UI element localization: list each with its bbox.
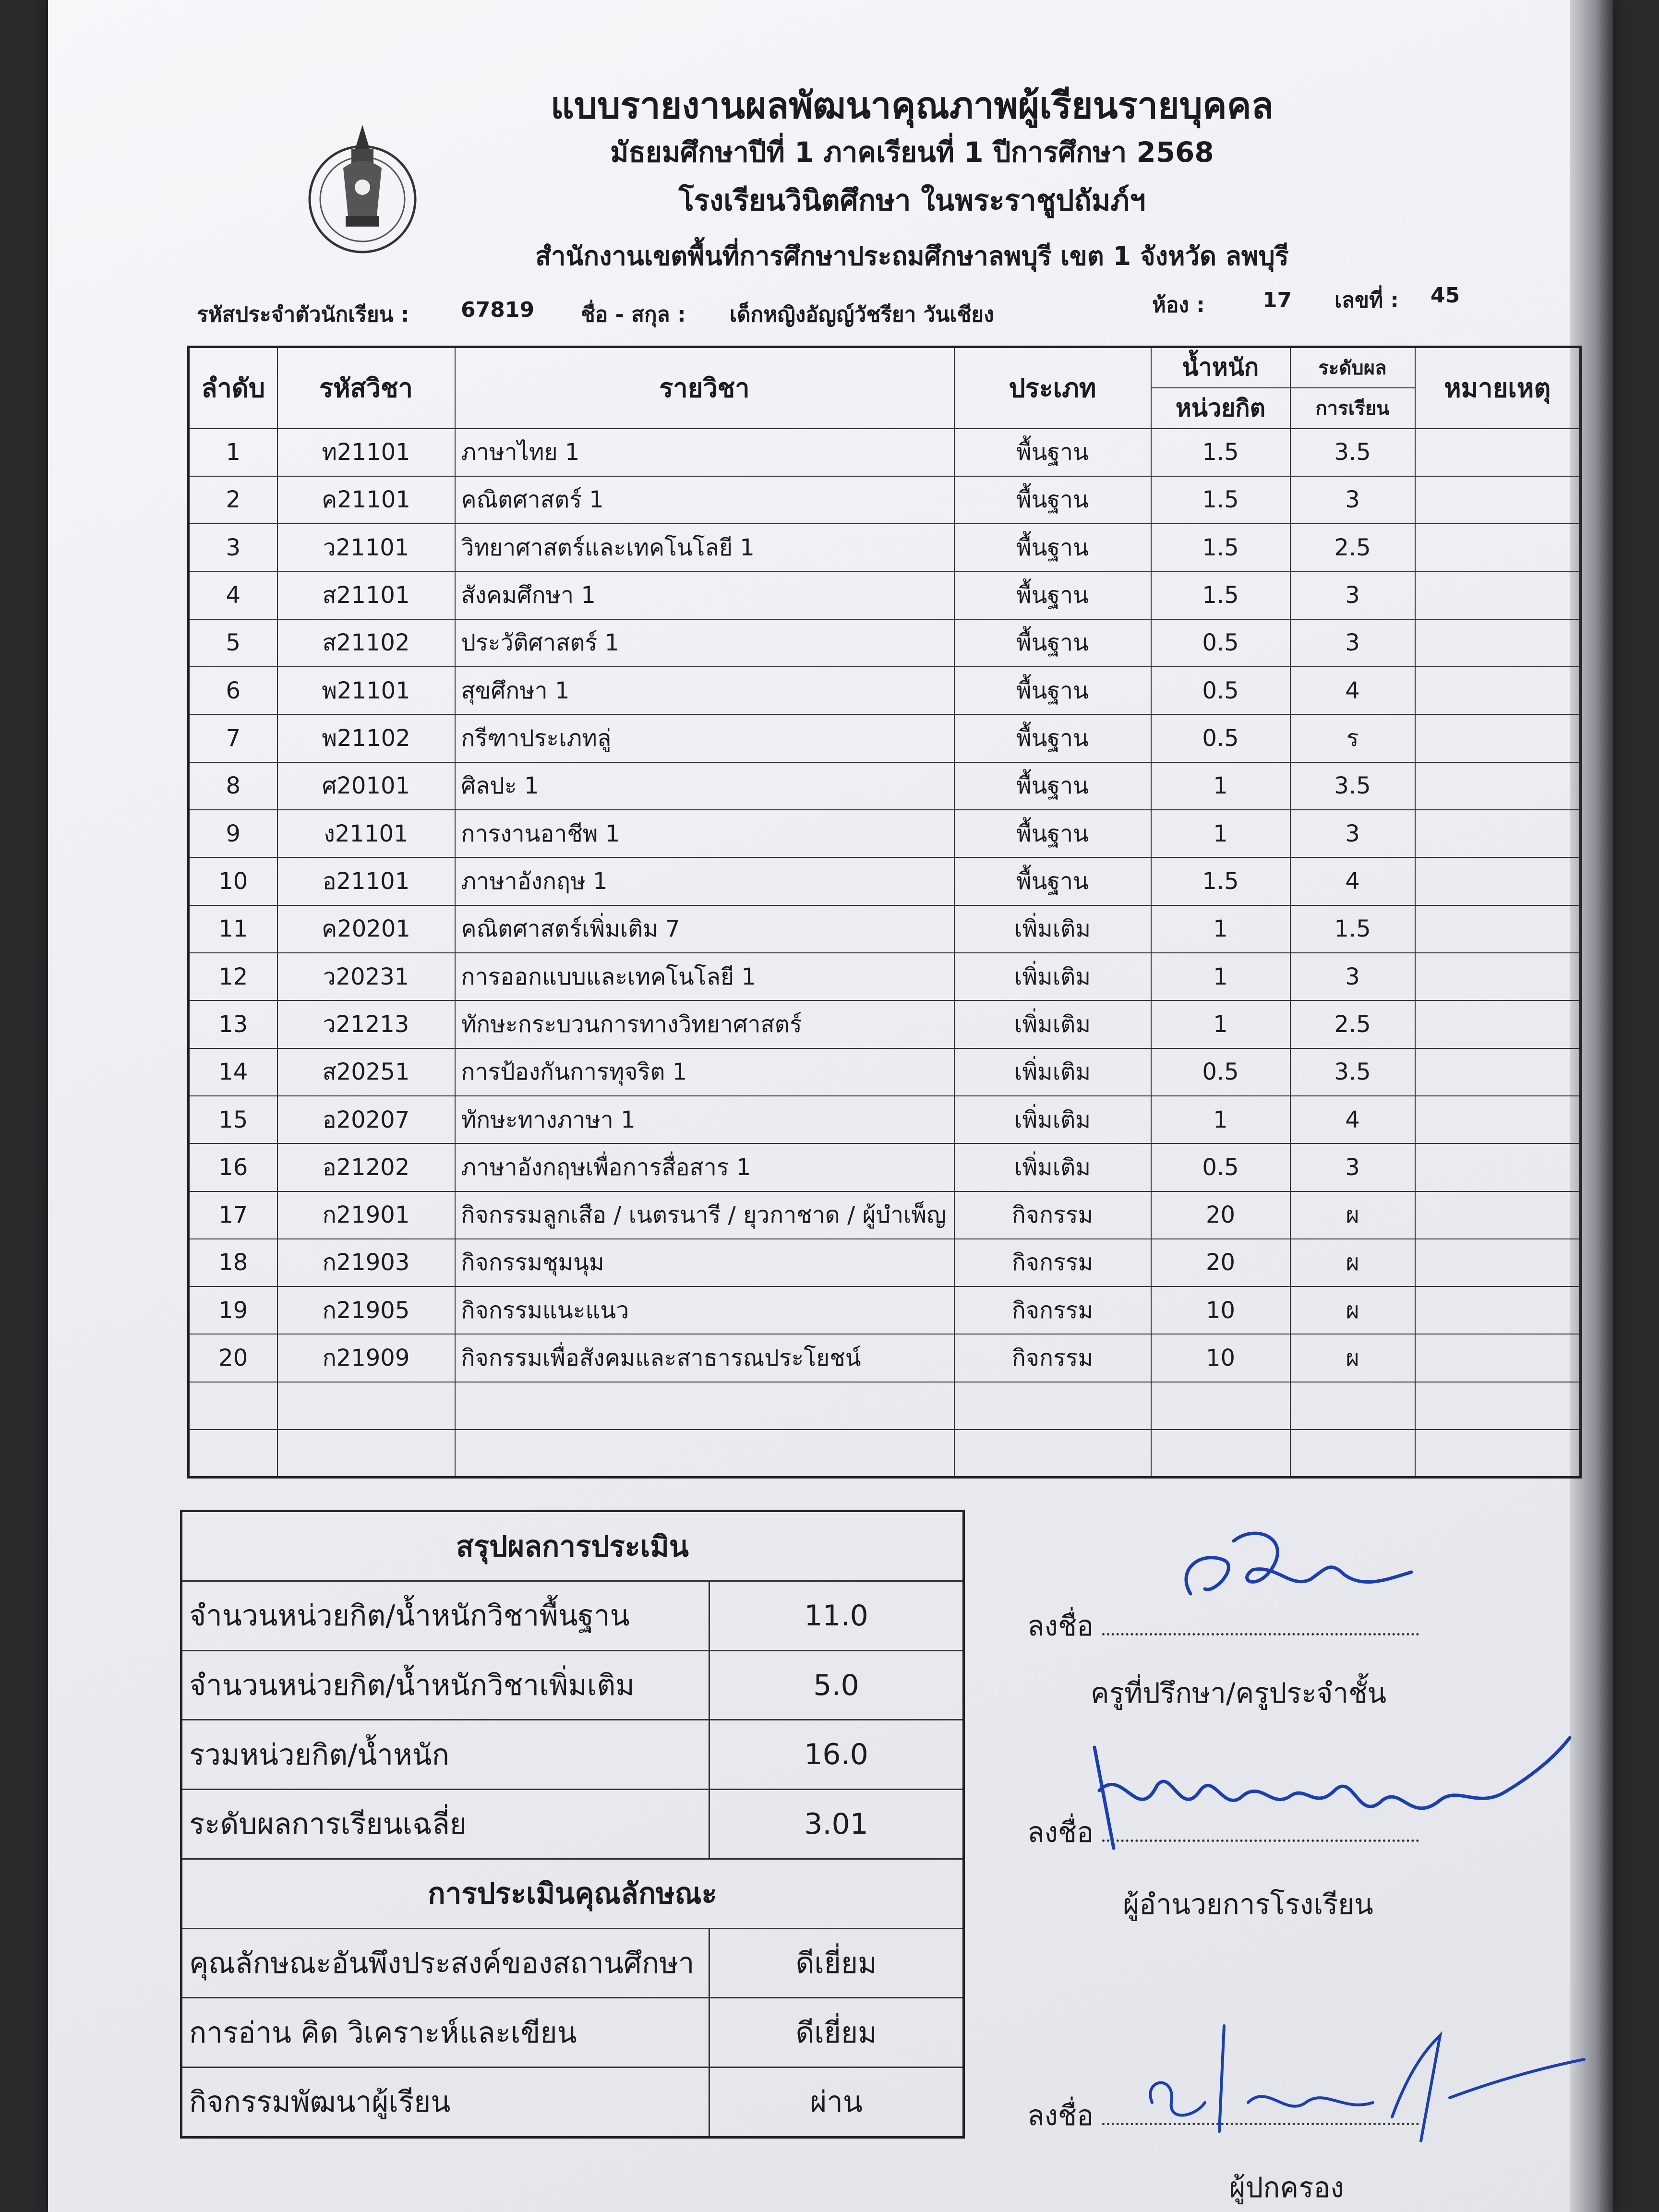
subject-code: อ21101 (277, 857, 455, 905)
subject-code: ศ20101 (277, 762, 455, 810)
subject-name: ภาษาอังกฤษ 1 (455, 857, 954, 905)
subject-type: พื้นฐาน (954, 571, 1151, 619)
col-header-type: ประเภท (954, 347, 1151, 429)
student-id-label: รหัสประจำตัวนักเรียน : (197, 302, 409, 327)
summary-row-label: รวมหน่วยกิต/น้ำหนัก (181, 1720, 709, 1790)
report-page (48, 0, 1613, 2212)
remark-cell (1415, 1334, 1581, 1382)
table-row (189, 1096, 1581, 1143)
subject-name: ภาษาไทย 1 (455, 429, 954, 476)
subject-code: ส21101 (277, 571, 455, 619)
seat-number-label: เลขที่ : (1334, 288, 1399, 313)
table-row (189, 1143, 1581, 1191)
remark-cell (1415, 524, 1581, 571)
subject-type: พื้นฐาน (954, 476, 1151, 524)
table-row (189, 571, 1581, 619)
remark-cell (1415, 714, 1581, 762)
subject-name: วิทยาศาสตร์และเทคโนโลยี 1 (455, 524, 954, 571)
subject-type: กิจกรรม (954, 1286, 1151, 1334)
table-row (189, 1191, 1581, 1239)
row-number: 18 (189, 1239, 277, 1286)
credit-value: 1.5 (1151, 857, 1290, 905)
grade-value: 3 (1290, 476, 1415, 524)
subject-name: ประวัติศาสตร์ 1 (455, 619, 954, 667)
subject-code: ค21101 (277, 476, 455, 524)
table-row (189, 905, 1581, 953)
table-row (189, 1334, 1581, 1382)
table-row (189, 1000, 1581, 1048)
report-term: มัธยมศึกษาปีที่ 1 ภาคเรียนที่ 1 ปีการศึกษา 2568 (610, 136, 1214, 168)
characteristics-row-label: คุณลักษณะอันพึงประสงค์ของสถานศึกษา (181, 1928, 709, 1998)
remark-cell (1415, 1191, 1581, 1239)
credit-value: 10 (1151, 1334, 1290, 1382)
grade-value: 3 (1290, 619, 1415, 667)
teacher-role: ครูที่ปรึกษา/ครูประจำชั้น (1090, 1677, 1387, 1709)
subject-type: พื้นฐาน (954, 619, 1151, 667)
assessment-summary-table (180, 1510, 965, 2139)
grades-body (189, 429, 1581, 1478)
subject-code: อ20207 (277, 1096, 455, 1143)
characteristics-row (181, 2067, 964, 2137)
remark-cell (1415, 429, 1581, 476)
subject-code: ท21101 (277, 429, 455, 476)
remark-cell (1415, 1000, 1581, 1048)
subject-code: ค20201 (277, 905, 455, 953)
subject-code: พ21101 (277, 667, 455, 714)
credit-value: 1.5 (1151, 429, 1290, 476)
subject-code: ก21901 (277, 1191, 455, 1239)
row-number: 4 (189, 571, 277, 619)
col-header-code: รหัสวิชา (277, 347, 455, 429)
subject-code: ก21909 (277, 1334, 455, 1382)
row-number: 1 (189, 429, 277, 476)
empty-row (189, 1382, 1581, 1430)
subject-type: พื้นฐาน (954, 524, 1151, 571)
director-sign-label: ลงชื่อ (1027, 1816, 1094, 1849)
subject-type: พื้นฐาน (954, 667, 1151, 714)
report-title: แบบรายงานผลพัฒนาคุณภาพผู้เรียนรายบุคคล (550, 84, 1274, 127)
director-role: ผู้อำนวยการโรงเรียน (1123, 1888, 1373, 1921)
table-row (189, 1286, 1581, 1334)
subject-type: เพิ่มเติม (954, 905, 1151, 953)
subject-code: ก21905 (277, 1286, 455, 1334)
education-office: สำนักงานเขตพื้นที่การศึกษาประถมศึกษาลพบุรี เขต 1 จังหวัด ลพบุรี (535, 241, 1289, 271)
remark-cell (1415, 476, 1581, 524)
subject-name: กิจกรรมชุมนุม (455, 1239, 954, 1286)
row-number: 10 (189, 857, 277, 905)
remark-cell (1415, 762, 1581, 810)
subject-type: เพิ่มเติม (954, 1096, 1151, 1143)
parent-role: ผู้ปกครอง (1229, 2171, 1344, 2204)
grade-value: ร (1290, 714, 1415, 762)
subject-type: พื้นฐาน (954, 429, 1151, 476)
characteristics-row-value: ดีเยี่ยม (709, 1998, 964, 2068)
grade-value: 4 (1290, 857, 1415, 905)
empty-row (189, 1430, 1581, 1477)
subject-type: กิจกรรม (954, 1191, 1151, 1239)
subject-name: การป้องกันการทุจริต 1 (455, 1048, 954, 1096)
subject-type: พื้นฐาน (954, 714, 1151, 762)
subject-name: การออกแบบและเทคโนโลยี 1 (455, 953, 954, 1000)
summary-body (181, 1511, 964, 2138)
school-name: โรงเรียนวินิตศึกษา ในพระราชูปถัมภ์ฯ (678, 184, 1146, 217)
row-number: 16 (189, 1143, 277, 1191)
grade-value: ผ (1290, 1334, 1415, 1382)
row-number: 9 (189, 810, 277, 857)
subject-name: สังคมศึกษา 1 (455, 571, 954, 619)
subject-type: เพิ่มเติม (954, 1143, 1151, 1191)
grade-value: 3 (1290, 953, 1415, 1000)
table-row (189, 476, 1581, 524)
grade-value: ผ (1290, 1239, 1415, 1286)
characteristics-row-label: การอ่าน คิด วิเคราะห์และเขียน (181, 1998, 709, 2068)
credit-value: 0.5 (1151, 667, 1290, 714)
row-number: 6 (189, 667, 277, 714)
remark-cell (1415, 571, 1581, 619)
credit-value: 10 (1151, 1286, 1290, 1334)
credit-value: 1 (1151, 810, 1290, 857)
col-header-no: ลำดับ (189, 347, 277, 429)
subject-type: เพิ่มเติม (954, 1000, 1151, 1048)
subject-name: ทักษะทางภาษา 1 (455, 1096, 954, 1143)
room-label: ห้อง : (1152, 293, 1205, 317)
grade-value: 3.5 (1290, 429, 1415, 476)
row-number: 12 (189, 953, 277, 1000)
col-header-weight: น้ำหนัก (1151, 347, 1290, 388)
grade-value: ผ (1290, 1191, 1415, 1239)
grade-value: 3 (1290, 810, 1415, 857)
summary-row (181, 1720, 964, 1790)
summary-row-label: จำนวนหน่วยกิต/น้ำหนักวิชาเพิ่มเติม (181, 1650, 709, 1720)
remark-cell (1415, 953, 1581, 1000)
credit-value: 0.5 (1151, 1048, 1290, 1096)
credit-value: 1.5 (1151, 524, 1290, 571)
credit-value: 1 (1151, 762, 1290, 810)
remark-cell (1415, 1239, 1581, 1286)
subject-type: พื้นฐาน (954, 857, 1151, 905)
col-header-grade-top: ระดับผล (1290, 347, 1415, 388)
subject-name: การงานอาชีพ 1 (455, 810, 954, 857)
table-row (189, 714, 1581, 762)
grade-value: 1.5 (1290, 905, 1415, 953)
subject-code: ว20231 (277, 953, 455, 1000)
credit-value: 1.5 (1151, 476, 1290, 524)
row-number: 14 (189, 1048, 277, 1096)
remark-cell (1415, 905, 1581, 953)
credit-value: 1 (1151, 953, 1290, 1000)
remark-cell (1415, 619, 1581, 667)
credit-value: 20 (1151, 1239, 1290, 1286)
remark-cell (1415, 1286, 1581, 1334)
subject-name: กิจกรรมลูกเสือ / เนตรนารี / ยุวกาชาด / ผู้บำเพ็ญ (455, 1191, 954, 1239)
teacher-signature (1171, 1522, 1421, 1627)
credit-value: 0.5 (1151, 714, 1290, 762)
credit-value: 0.5 (1151, 619, 1290, 667)
subject-name: คณิตศาสตร์เพิ่มเติม 7 (455, 905, 954, 953)
credit-value: 1 (1151, 1096, 1290, 1143)
characteristics-row-value: ดีเยี่ยม (709, 1928, 964, 1998)
credit-value: 1 (1151, 905, 1290, 953)
summary-row (181, 1650, 964, 1720)
summary-row-value: 5.0 (709, 1650, 964, 1720)
col-header-grade-bottom: การเรียน (1290, 388, 1415, 429)
table-row (189, 857, 1581, 905)
subject-type: พื้นฐาน (954, 810, 1151, 857)
seat-number: 45 (1431, 283, 1460, 308)
credit-value: 20 (1151, 1191, 1290, 1239)
remark-cell (1415, 1143, 1581, 1191)
table-row (189, 1048, 1581, 1096)
grade-value: 3 (1290, 1143, 1415, 1191)
summary-row-value: 3.01 (709, 1790, 964, 1859)
grade-value: 3 (1290, 571, 1415, 619)
summary-row-label: จำนวนหน่วยกิต/น้ำหนักวิชาพื้นฐาน (181, 1581, 709, 1651)
table-row (189, 953, 1581, 1000)
row-number: 7 (189, 714, 277, 762)
subject-name: ภาษาอังกฤษเพื่อการสื่อสาร 1 (455, 1143, 954, 1191)
director-signature (1046, 1728, 1575, 1863)
col-header-subject: รายวิชา (455, 347, 954, 429)
subject-code: ว21101 (277, 524, 455, 571)
credit-value: 1 (1151, 1000, 1290, 1048)
subject-code: ส20251 (277, 1048, 455, 1096)
subject-code: ว21213 (277, 1000, 455, 1048)
table-row (189, 429, 1581, 476)
row-number: 20 (189, 1334, 277, 1382)
subject-type: กิจกรรม (954, 1334, 1151, 1382)
characteristics-row-label: กิจกรรมพัฒนาผู้เรียน (181, 2067, 709, 2137)
grade-value: 4 (1290, 1096, 1415, 1143)
grade-value: 3.5 (1290, 1048, 1415, 1096)
subject-type: พื้นฐาน (954, 762, 1151, 810)
grade-value: 2.5 (1290, 1000, 1415, 1048)
characteristics-row (181, 1928, 964, 1998)
characteristics-row-value: ผ่าน (709, 2067, 964, 2137)
characteristics-row (181, 1998, 964, 2068)
grade-value: 2.5 (1290, 524, 1415, 571)
remark-cell (1415, 857, 1581, 905)
subject-code: ง21101 (277, 810, 455, 857)
table-row (189, 619, 1581, 667)
subject-type: เพิ่มเติม (954, 953, 1151, 1000)
summary-title: สรุปผลการประเมิน (181, 1511, 964, 1581)
col-header-credit: หน่วยกิต (1151, 388, 1290, 429)
characteristics-title: การประเมินคุณลักษณะ (181, 1859, 964, 1928)
parent-signature (1123, 2007, 1594, 2151)
row-number: 5 (189, 619, 277, 667)
summary-row-value: 16.0 (709, 1720, 964, 1790)
subject-name: ทักษะกระบวนการทางวิทยาศาสตร์ (455, 1000, 954, 1048)
row-number: 11 (189, 905, 277, 953)
student-name: เด็กหญิงอัญญ์วัชรียา วันเชียง (730, 302, 994, 327)
subject-name: กิจกรรมแนะแนว (455, 1286, 954, 1334)
parent-sign-label: ลงชื่อ (1027, 2099, 1094, 2132)
grade-value: ผ (1290, 1286, 1415, 1334)
remark-cell (1415, 667, 1581, 714)
credit-value: 1.5 (1151, 571, 1290, 619)
subject-type: เพิ่มเติม (954, 1048, 1151, 1096)
table-row (189, 524, 1581, 571)
summary-row (181, 1581, 964, 1651)
subject-code: ก21903 (277, 1239, 455, 1286)
credit-value: 0.5 (1151, 1143, 1290, 1191)
row-number: 2 (189, 476, 277, 524)
subject-name: ศิลปะ 1 (455, 762, 954, 810)
grades-table (187, 346, 1582, 1479)
subject-name: สุขศึกษา 1 (455, 667, 954, 714)
subject-name: กรีฑาประเภทลู่ (455, 714, 954, 762)
row-number: 15 (189, 1096, 277, 1143)
subject-name: คณิตศาสตร์ 1 (455, 476, 954, 524)
subject-code: อ21202 (277, 1143, 455, 1191)
summary-row (181, 1790, 964, 1859)
teacher-sign-label: ลงชื่อ (1027, 1610, 1094, 1642)
table-row (189, 810, 1581, 857)
subject-name: กิจกรรมเพื่อสังคมและสาธารณประโยชน์ (455, 1334, 954, 1382)
remark-cell (1415, 1096, 1581, 1143)
row-number: 17 (189, 1191, 277, 1239)
subject-code: ส21102 (277, 619, 455, 667)
row-number: 19 (189, 1286, 277, 1334)
row-number: 13 (189, 1000, 277, 1048)
table-row (189, 762, 1581, 810)
student-id: 67819 (461, 298, 535, 322)
student-name-label: ชื่อ - สกุล : (581, 302, 686, 327)
subject-code: พ21102 (277, 714, 455, 762)
subject-type: กิจกรรม (954, 1239, 1151, 1286)
table-row (189, 1239, 1581, 1286)
row-number: 8 (189, 762, 277, 810)
grade-value: 3.5 (1290, 762, 1415, 810)
summary-row-value: 11.0 (709, 1581, 964, 1651)
room-number: 17 (1262, 288, 1292, 313)
row-number: 3 (189, 524, 277, 571)
grade-value: 4 (1290, 667, 1415, 714)
summary-row-label: ระดับผลการเรียนเฉลี่ย (181, 1790, 709, 1859)
remark-cell (1415, 810, 1581, 857)
col-header-remark: หมายเหตุ (1415, 347, 1581, 429)
table-row (189, 667, 1581, 714)
remark-cell (1415, 1048, 1581, 1096)
